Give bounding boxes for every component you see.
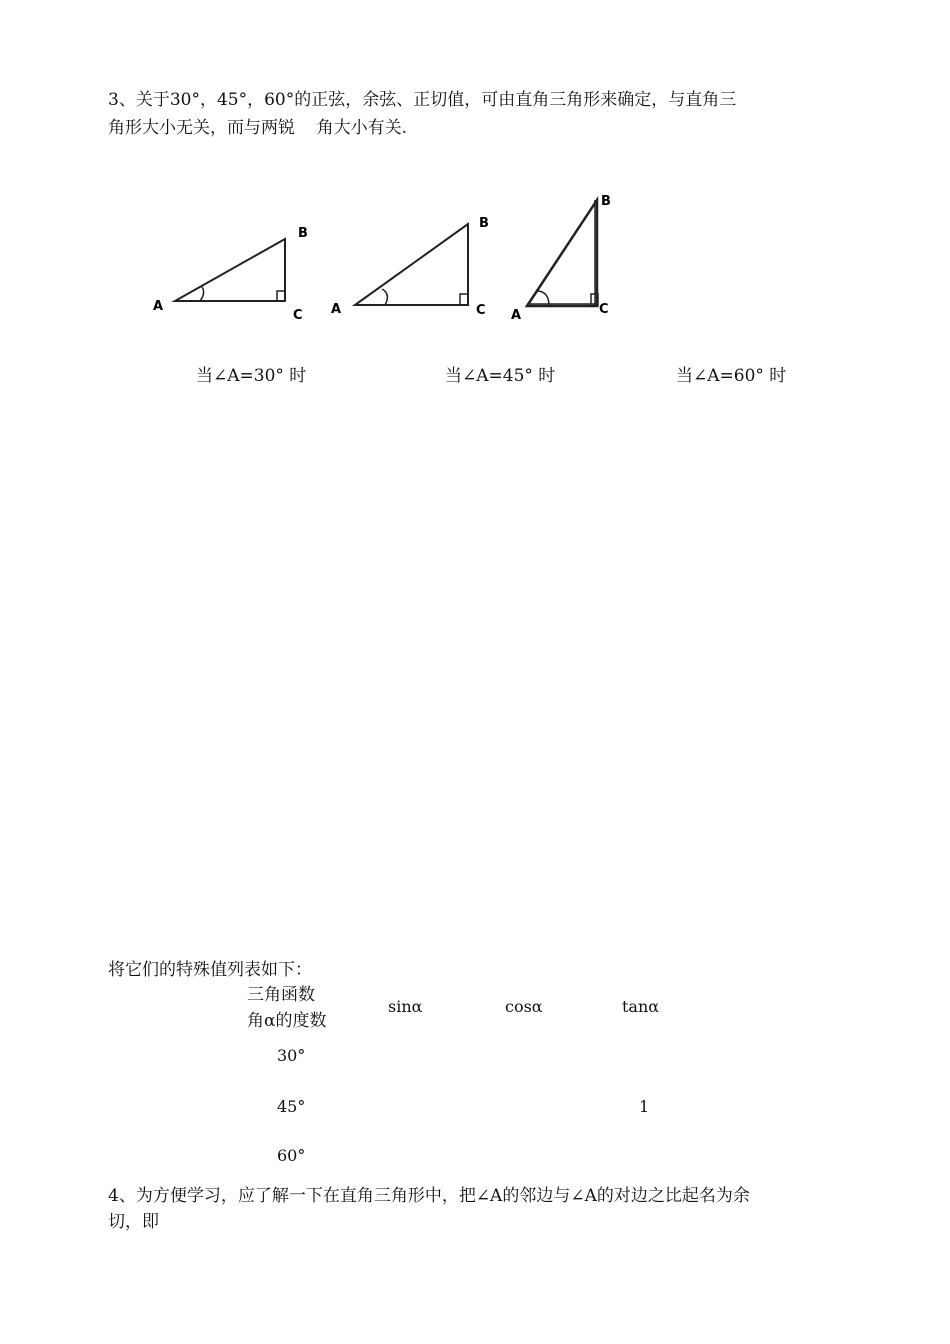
right-angle-mark bbox=[460, 294, 468, 305]
triangle-figure-60 bbox=[505, 188, 625, 323]
triangle-figure-45 bbox=[325, 210, 500, 325]
row-angle-45: 45° bbox=[277, 1097, 306, 1116]
vertex-c-label: C bbox=[293, 308, 303, 323]
vertex-b-label: B bbox=[601, 194, 611, 209]
row-angle-30: 30° bbox=[277, 1046, 306, 1065]
caption-60: 当∠A=60° 时 bbox=[676, 366, 787, 386]
triangle-figure-30 bbox=[150, 222, 320, 327]
section-4-line-1: 4、为方便学习，应了解一下在直角三角形中，把∠A的邻边与∠A的对边之比起名为余 bbox=[108, 1186, 750, 1206]
vertex-c-label: C bbox=[476, 303, 486, 318]
row-angle-60: 60° bbox=[277, 1146, 306, 1165]
column-header-cos: cosα bbox=[505, 997, 543, 1016]
angle-arc bbox=[382, 289, 387, 305]
vertex-c-label: C bbox=[599, 302, 609, 317]
right-angle-mark bbox=[277, 291, 285, 301]
caption-45: 当∠A=45° 时 bbox=[445, 366, 556, 386]
section-3-line-2: 角形大小无关，而与两锐 角大小有关. bbox=[108, 118, 408, 138]
section-4-line-2: 切，即 bbox=[108, 1212, 159, 1232]
table-header-function: 三角函数 bbox=[247, 985, 315, 1005]
table-intro: 将它们的特殊值列表如下： bbox=[108, 960, 312, 980]
cell-tan-45: 1 bbox=[639, 1097, 650, 1116]
triangle-45-shape bbox=[355, 224, 468, 305]
section-3-line-1: 3、关于30°，45°，60°的正弦，余弦、正切值，可由直角三角形来确定，与直角三 bbox=[108, 90, 737, 110]
triangle-30-shape bbox=[175, 239, 285, 301]
triangle-60-shape bbox=[527, 200, 597, 306]
column-header-sin: sinα bbox=[388, 997, 423, 1016]
caption-30: 当∠A=30° 时 bbox=[196, 366, 307, 386]
vertex-b-label: B bbox=[479, 216, 489, 231]
vertex-a-label: A bbox=[153, 299, 164, 314]
angle-arc bbox=[200, 287, 204, 301]
vertex-b-label: B bbox=[298, 226, 308, 241]
vertex-a-label: A bbox=[511, 308, 522, 323]
column-header-tan: tanα bbox=[622, 997, 660, 1016]
table-header-angle: 角α的度数 bbox=[247, 1011, 327, 1031]
vertex-a-label: A bbox=[331, 302, 342, 317]
